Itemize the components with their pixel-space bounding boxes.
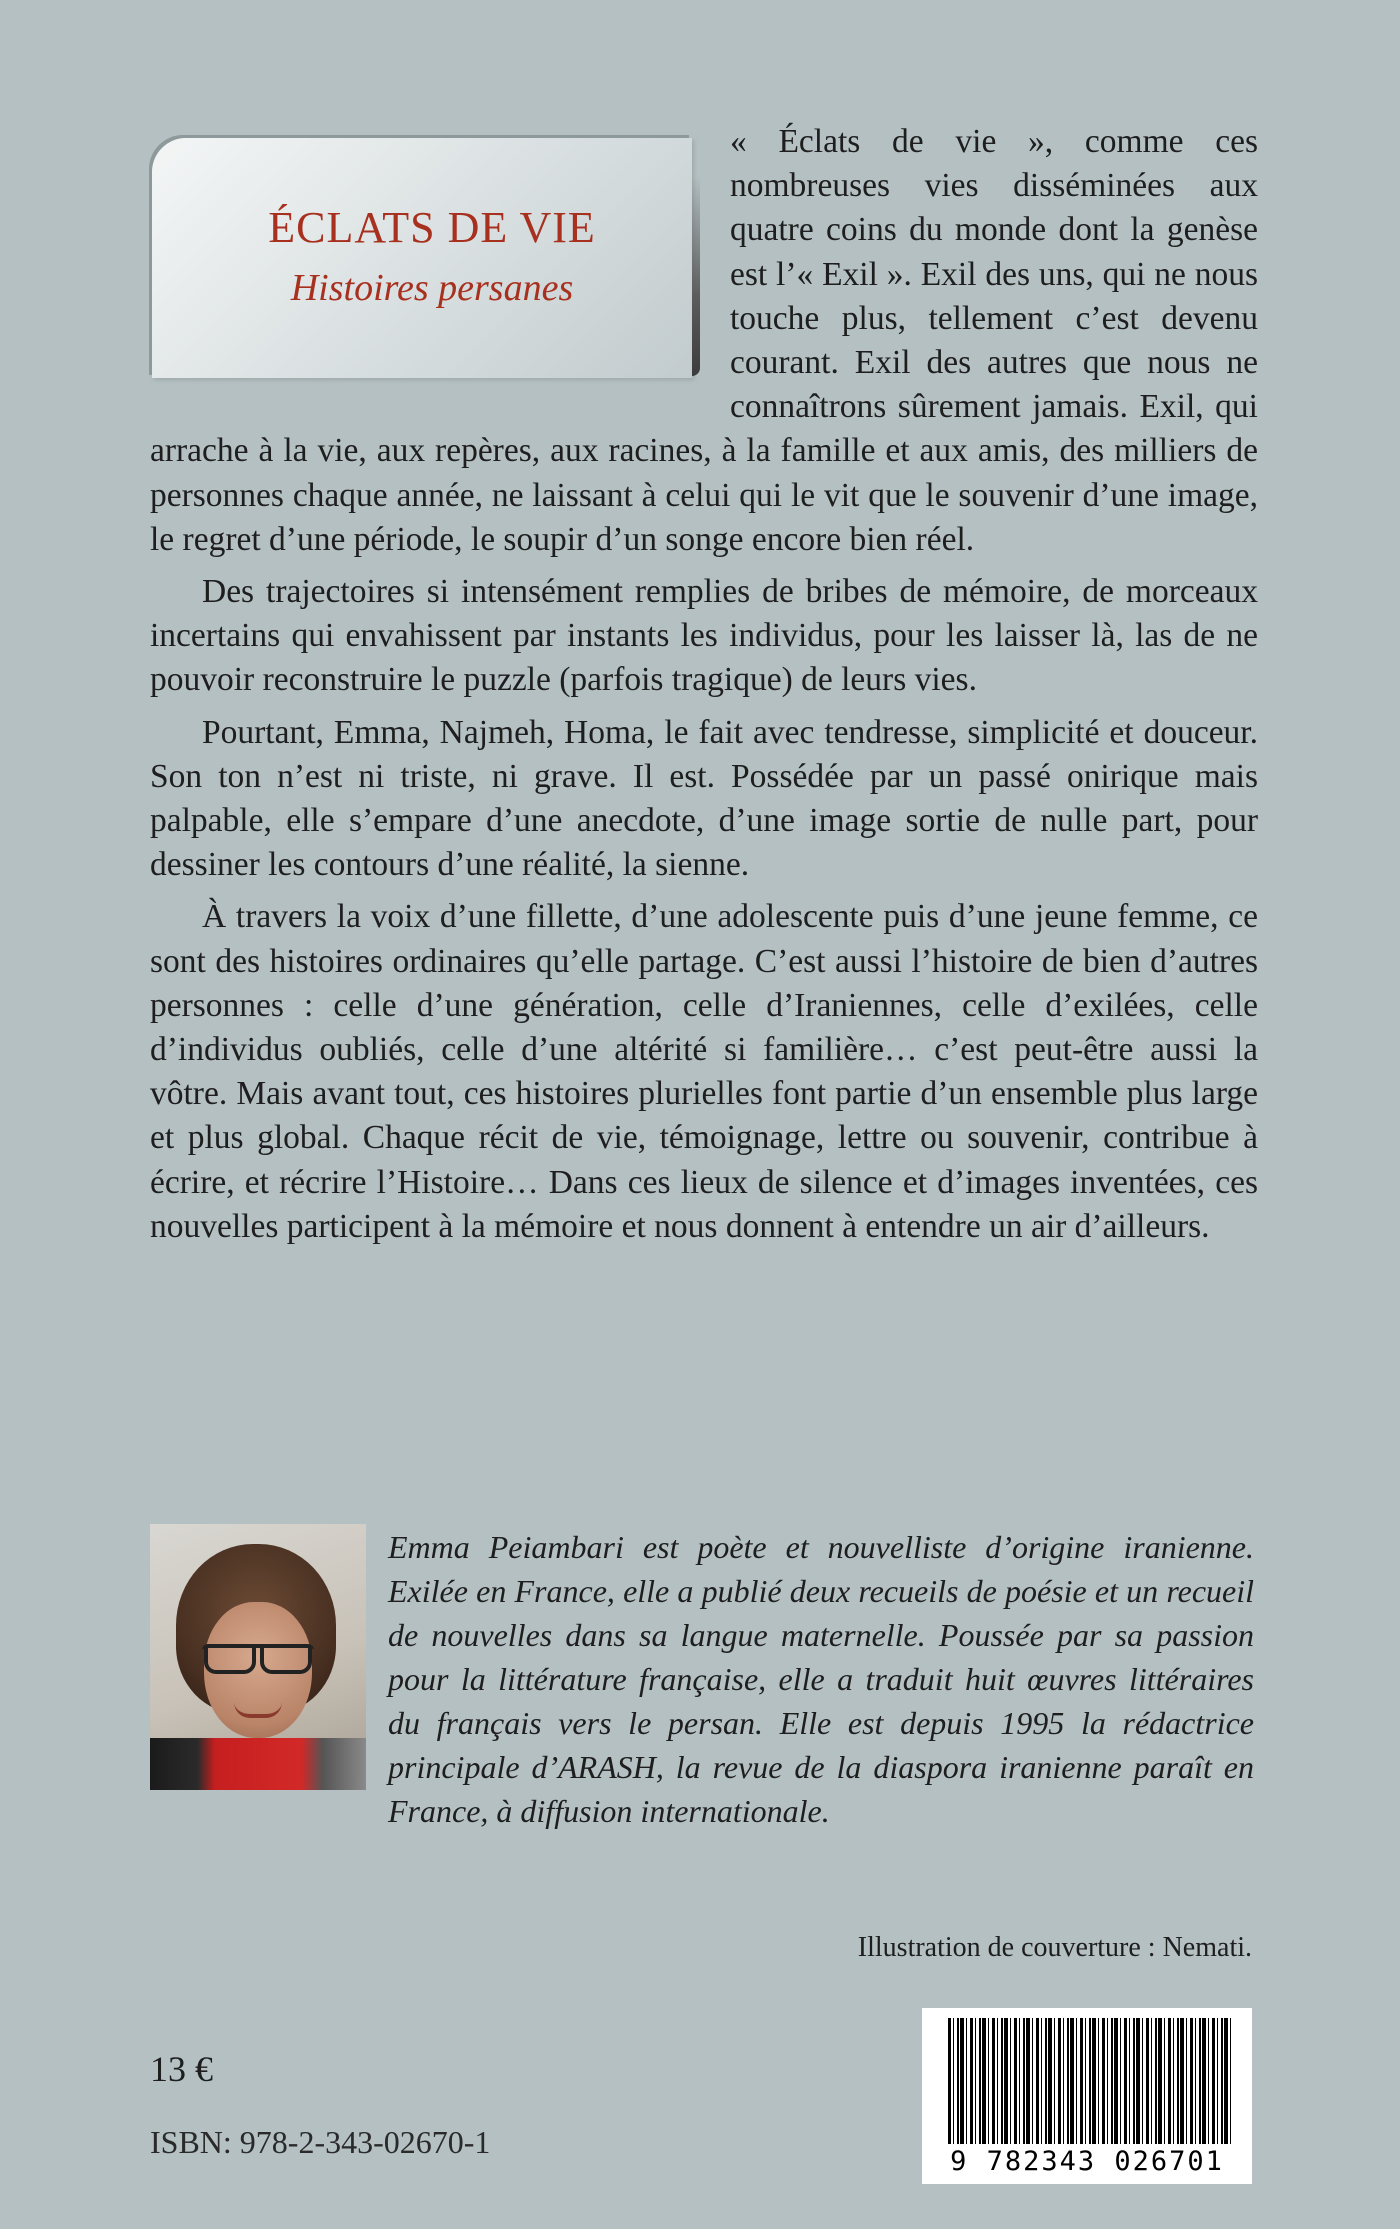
author-photo — [150, 1524, 366, 1790]
barcode-digits: 9 782343 026701 — [950, 2146, 1224, 2177]
blurb-paragraph-1: « Éclats de vie », comme ces nombreuses vies disséminées aux quatre coins du monde dont la genèse est l’« Exil ». Exil des uns, qui ne nous touche plus, tellement c’est devenu courant. Exil des autres que nous ne connaîtrons sûrement jamais. Exil, qui arrache à la vie, aux repères, aux racines, à la famille et aux amis, des milliers de personnes chaque année, ne laissant à celui qui le vit que le souvenir d’une image, le regret d’une période, le soupir d’un songe encore bien réel. — [150, 123, 1258, 558]
photo-clothing — [150, 1738, 366, 1790]
photo-glasses — [202, 1644, 314, 1674]
blurb-paragraph-3: Pourtant, Emma, Najmeh, Homa, le fait avec tendresse, simplicité et douceur. Son ton n’est ni triste, ni grave. Il est. Possédée par un passé onirique mais palpable, elle s’empare d’une anecdote, d’une image sortie de nulle part, pour dessiner les contours d’une réalité, la sienne. — [150, 713, 1258, 884]
book-title: ÉCLATS DE VIE — [268, 203, 596, 252]
book-subtitle: Histoires persanes — [290, 267, 574, 309]
blurb-paragraph-2: Des trajectoires si intensément remplies de bribes de mémoire, de morceaux incertains qui envahissent par instants les individus, pour les laisser là, las de ne pouvoir reconstruire le puzzle (parfois tragique) de leurs vies. — [150, 573, 1258, 699]
blurb-paragraph-4: À travers la voix d’une fillette, d’une adolescente puis d’une jeune femme, ce sont des histoires ordinaires qu’elle partage. C’est aussi l’histoire de bien d’autres personnes : celle d’une génération, celle d’Iraniennes, celle d’exilées, celle d’individus oubliés, celle d’une altérité si familière… c’est peut-être aussi la vôtre. Mais avant tout, ces histoires plurielles font partie d’un ensemble plus large et plus global. Chaque récit de vie, témoignage, lettre ou souvenir, contribue à écrire, et récrire l’Histoire… Dans ces lieux de silence et d’images inventées, ces nouvelles participent à la mémoire et nous donnent à entendre un air d’ailleurs. — [150, 898, 1258, 1245]
title-panel-spacer — [150, 120, 730, 401]
barcode-bars — [948, 2018, 1234, 2144]
cover-illustration-credit: Illustration de couverture : Nemati. — [857, 1932, 1252, 1963]
price: 13 € — [150, 2049, 213, 2089]
isbn: ISBN: 978-2-343-02670-1 — [150, 2124, 491, 2160]
back-cover-blurb — [150, 120, 1258, 1249]
barcode — [922, 2008, 1252, 2184]
author-bio: Emma Peiambari est poète et nouvelliste d’origine iranienne. Exilée en France, elle a publié deux recueils de poésie et un recueil de nouvelles dans sa langue maternelle. Poussée par sa passion pour la littérature française, elle a traduit huit œuvres littéraires du français vers le persan. Elle est depuis 1995 la rédactrice principale d’ARASH, la revue de la diaspora iranienne paraît en France, à diffusion internationale. — [388, 1529, 1254, 1829]
